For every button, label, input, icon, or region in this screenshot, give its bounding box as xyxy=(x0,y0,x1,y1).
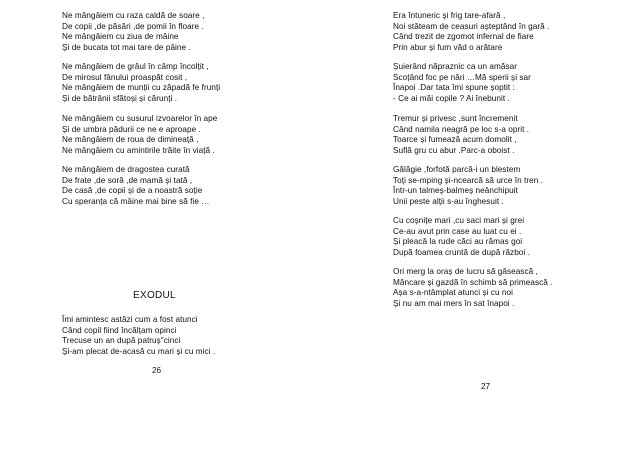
verse-line: Scoțând foc pe nări …Mă sperii și sar xyxy=(393,72,531,82)
verse-line: Și de bătrânii sfătoși și cărunți . xyxy=(62,93,178,103)
verse-line: Ne mângâiem cu ziua de mâine xyxy=(62,32,179,42)
right-page xyxy=(319,0,638,452)
verse-line: Înapoi .Dar tata îmi spune șoptit : xyxy=(393,83,515,93)
verse-line: De copii ,de păsări ,de pomii în floare . xyxy=(62,21,204,31)
verse-line: Unii peste alții s-au înghesuit . xyxy=(393,196,504,206)
verse-line: Ne mângâiem de grâul în câmp încolțit , xyxy=(62,62,209,71)
verse-line: Era întuneric și frig tare-afară , xyxy=(393,11,506,20)
left-stanza-2 xyxy=(62,62,220,104)
verse-line: De casă ,de copii și de a noastră soție xyxy=(62,186,203,196)
verse-line: Șuierând năpraznic ca un amăsar xyxy=(393,62,517,71)
verse-line: Cu speranța că mâine mai bine să fie … xyxy=(62,196,210,206)
verse-line: Noi stăteam de ceasuri așteptând în gară . xyxy=(393,21,550,31)
verse-line: Gălăgie ,forfotă parcă-i un blestem xyxy=(393,165,521,174)
verse-line: După foamea cruntă de după război . xyxy=(393,247,530,257)
verse-line: - Ce ai măi copile ? Ai înebunit . xyxy=(393,93,510,103)
left-stanza-4 xyxy=(62,165,210,207)
verse-line: Și pleacă la rude căci au rămas goi xyxy=(393,237,523,247)
right-stanza-6 xyxy=(393,267,553,309)
right-stanza-5 xyxy=(393,216,530,258)
verse-line: Când copil fiind încălțam opinci xyxy=(62,325,177,335)
verse-line: Și nu am mai mers în sat înapoi . xyxy=(393,298,515,308)
verse-line: Ne mângâiem de munții cu zăpadă fe frunți xyxy=(62,83,221,93)
verse-line: Ori merg la oraș de lucru să găsească , xyxy=(393,267,538,276)
left-stanza-3 xyxy=(62,114,217,156)
section-title: EXODUL xyxy=(133,290,176,301)
verse-line: Trecuse un an după patruș"cinci xyxy=(62,336,181,346)
page-number-right: 27 xyxy=(481,382,491,391)
verse-line: Ne mângâiem cu susurul izvoarelor în ape xyxy=(62,114,218,123)
verse-line: Prin abur și fum văd o arătare xyxy=(393,42,503,52)
right-stanza-3 xyxy=(393,114,529,156)
verse-line: Și de bucata tot mai tare de pâine . xyxy=(62,42,191,52)
page-number-left: 26 xyxy=(152,366,162,375)
verse-line: Toți se-mping și-ncearcă să urce în tren . xyxy=(393,175,543,185)
verse-line: Tremur și privesc ,sunt încremenit xyxy=(393,114,518,123)
right-stanza-1 xyxy=(393,11,549,53)
verse-line: Cu coșnițe mari ,cu saci mari și grei xyxy=(393,216,525,225)
verse-line: Ne mângâiem cu raza caldă de soare , xyxy=(62,11,205,20)
verse-line: Toarce și fumează acum domolit , xyxy=(393,135,517,145)
right-stanza-4 xyxy=(393,165,543,207)
verse-line: Mâncare și gazdă în schimb să primească . xyxy=(393,277,553,287)
verse-line: Și de umbra pădurii ce ne e aproape . xyxy=(62,124,201,134)
verse-line: Suflă gru cu abur .Parc-a oboist . xyxy=(393,145,515,155)
verse-line: Așa s-a-ntâmplat atunci și cu noi xyxy=(393,288,513,298)
right-stanza-2 xyxy=(393,62,531,104)
verse-line: Ne mângâiem cu amintirile trăite în viață . xyxy=(62,145,215,155)
verse-line: Ne mângâiem de roua de dimineață , xyxy=(62,135,199,145)
verse-line: Și-am plecat de-acasă cu mari și cu mici . xyxy=(62,346,216,356)
verse-line: Îmi amintesc astăzi cum a fost atunci xyxy=(62,315,198,324)
verse-line: Când trezit de zgomot infernal de fiare xyxy=(393,32,534,42)
verse-line: Ne mângâiem de dragostea curată xyxy=(62,165,190,174)
exodus-stanza xyxy=(62,315,215,357)
verse-line: De mirosul fânului proaspăt cosit , xyxy=(62,72,188,82)
verse-line: Într-un talmeș-balmeș neânchipuit xyxy=(393,186,518,196)
left-stanza-1 xyxy=(62,11,204,53)
verse-line: Când namila neagră pe loc s-a oprit . xyxy=(393,124,530,134)
verse-line: Ce-au avut prin case au luat cu ei . xyxy=(393,226,522,236)
verse-line: De frate ,de soră ,de mamă și tată , xyxy=(62,175,193,185)
